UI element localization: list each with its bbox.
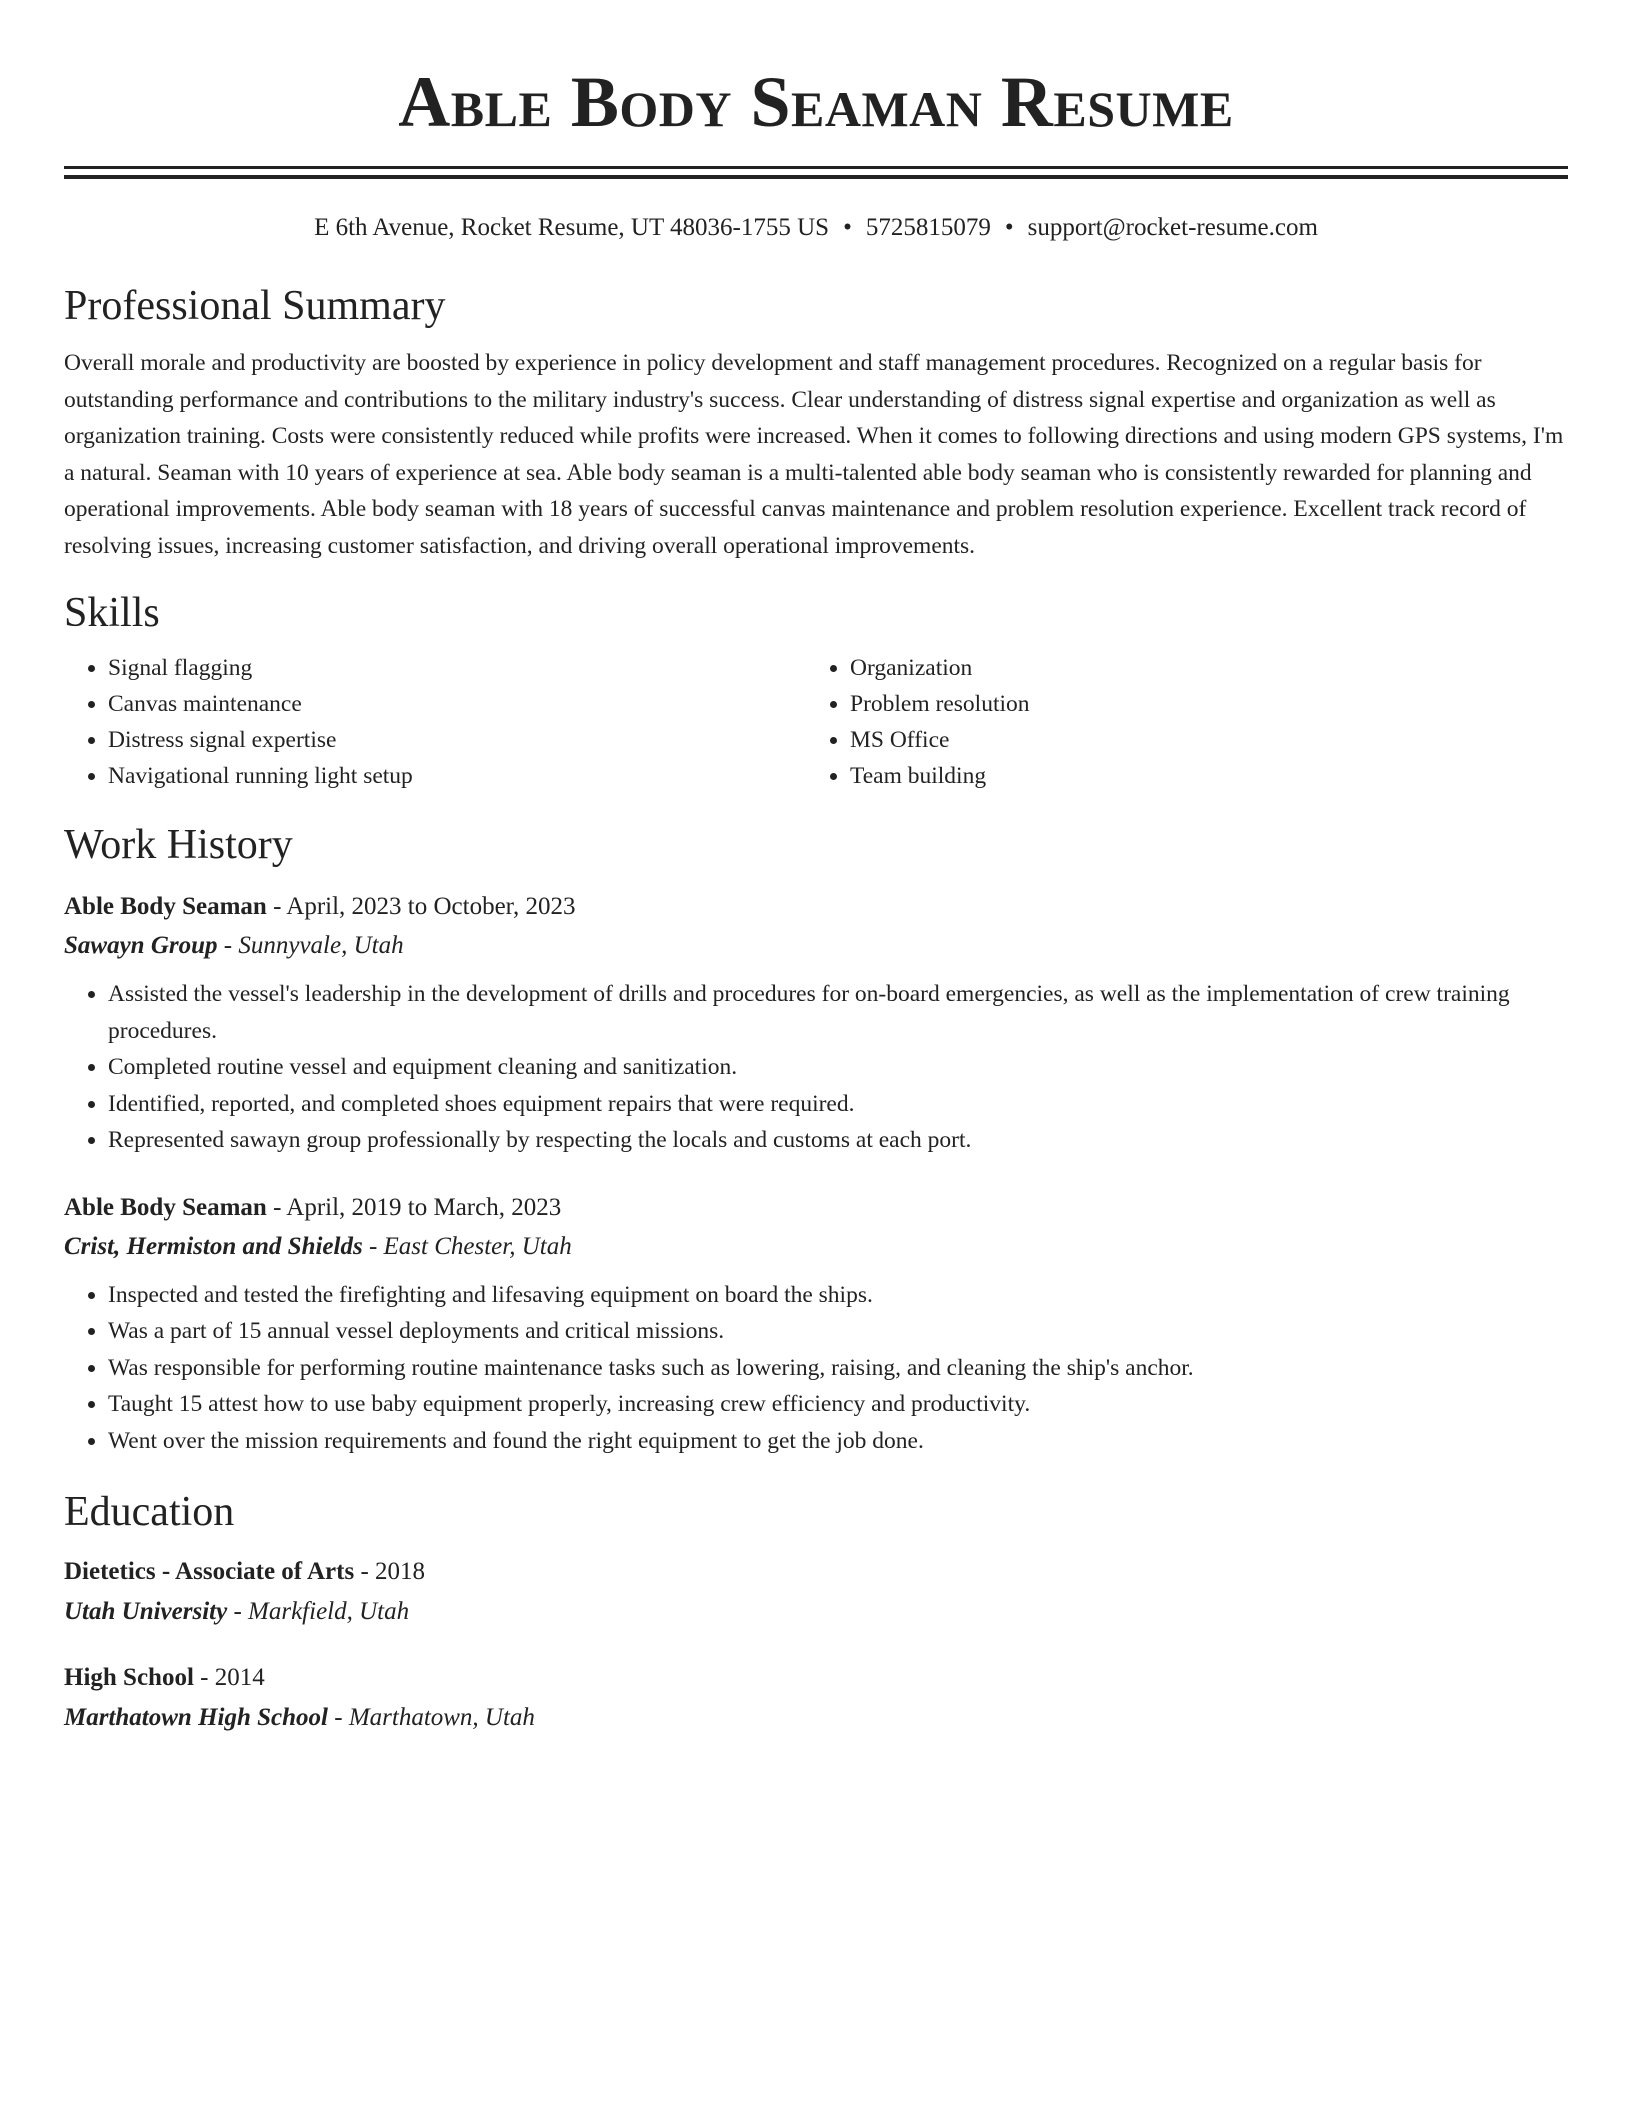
dash: - bbox=[200, 1664, 209, 1691]
contact-line bbox=[64, 213, 1568, 243]
title-divider-top bbox=[64, 166, 1568, 169]
dash: - bbox=[334, 1704, 343, 1731]
dash: - bbox=[273, 893, 282, 920]
skill-item: • Problem resolution bbox=[850, 686, 1548, 722]
education-degree-line bbox=[64, 1659, 1568, 1697]
work-history-section bbox=[64, 820, 1568, 1459]
skills-list-right bbox=[806, 650, 1548, 794]
skills-list-left bbox=[64, 650, 806, 794]
dash: - bbox=[233, 1598, 242, 1625]
job-title-line bbox=[64, 888, 1568, 926]
skill-item: • Team building bbox=[850, 758, 1548, 794]
skills-columns bbox=[64, 650, 1568, 794]
dash: - bbox=[360, 1558, 369, 1585]
job-title: Able Body Seaman bbox=[64, 1193, 267, 1221]
duty-item: • Taught 15 attest how to use baby equipment properly, increasing crew efficiency and productivity. bbox=[108, 1386, 1568, 1423]
education-degree: Dietetics - Associate of Arts bbox=[64, 1558, 355, 1585]
contact-phone: 5725815079 bbox=[865, 214, 991, 241]
skill-item: • Distress signal expertise bbox=[108, 722, 806, 758]
duty-item: • Inspected and tested the firefighting and lifesaving equipment on board the ships. bbox=[108, 1277, 1568, 1314]
work-history-heading: Work History bbox=[64, 822, 293, 868]
job-title: Able Body Seaman bbox=[64, 893, 267, 920]
skills-heading: Skills bbox=[64, 590, 160, 636]
skill-item: • Signal flagging bbox=[108, 650, 806, 686]
job-location: East Chester, Utah bbox=[383, 1232, 572, 1260]
contact-separator: • bbox=[843, 214, 852, 241]
education-entry bbox=[64, 1659, 1568, 1739]
duty-item: • Completed routine vessel and equipment cleaning and sanitization. bbox=[108, 1049, 1568, 1086]
skill-item: • Organization bbox=[850, 650, 1548, 686]
skill-item: • MS Office bbox=[850, 722, 1548, 758]
education-location: Marthatown, Utah bbox=[348, 1704, 535, 1731]
job-company: Sawayn Group bbox=[64, 932, 218, 959]
education-year: 2014 bbox=[214, 1664, 265, 1691]
duty-item: • Was a part of 15 annual vessel deployments and critical missions. bbox=[108, 1313, 1568, 1350]
title-divider-bottom bbox=[64, 175, 1568, 179]
summary-section bbox=[64, 281, 1568, 564]
job-duties-list bbox=[64, 976, 1568, 1159]
job-duties-list bbox=[64, 1277, 1568, 1460]
duty-item: • Represented sawayn group professionally by respecting the locals and customs at each port. bbox=[108, 1122, 1568, 1159]
skill-item: • Canvas maintenance bbox=[108, 686, 806, 722]
job-entry bbox=[64, 1189, 1568, 1460]
education-degree: High School bbox=[64, 1664, 194, 1691]
skills-section bbox=[64, 588, 1568, 794]
contact-separator: • bbox=[1004, 214, 1014, 241]
education-school-line bbox=[64, 1697, 1568, 1739]
education-location: Markfield, Utah bbox=[248, 1598, 410, 1625]
education-school: Marthatown High School bbox=[64, 1704, 328, 1731]
job-title-line bbox=[64, 1189, 1568, 1227]
dash: - bbox=[368, 1232, 378, 1260]
summary-heading: Professional Summary bbox=[64, 283, 446, 329]
job-company-line bbox=[64, 1227, 1568, 1267]
job-dates: April, 2019 to March, 2023 bbox=[286, 1193, 562, 1221]
job-dates: April, 2023 to October, 2023 bbox=[286, 893, 576, 920]
education-school-line bbox=[64, 1591, 1568, 1633]
education-entry bbox=[64, 1553, 1568, 1633]
contact-address: E 6th Avenue, Rocket Resume, UT 48036-1755 US bbox=[314, 214, 830, 241]
page-title: Able Body Seaman Resume bbox=[398, 62, 1234, 142]
job-location: Sunnyvale, Utah bbox=[238, 932, 404, 959]
education-heading: Education bbox=[64, 1489, 235, 1535]
education-school: Utah University bbox=[64, 1598, 228, 1625]
skill-item: • Navigational running light setup bbox=[108, 758, 806, 794]
job-company-line bbox=[64, 926, 1568, 966]
education-section bbox=[64, 1487, 1568, 1739]
duty-item: • Assisted the vessel's leadership in the development of drills and procedures for on-board emergencies, as well as the implementation of crew training procedures. bbox=[108, 976, 1568, 1049]
summary-text: Overall morale and productivity are boosted by experience in policy development and staff management procedures. Recognized on a regular basis for outstanding performance and contributions to the military industry's success. Clear understanding of distress signal expertise and organization as well as organization training. Costs were consistently reduced while profits were increased. When it comes to following directions and using modern GPS systems, I'm a natural. Seaman with 10 years of experience at sea. Able body seaman is a multi-talented able body seaman who is consistently rewarded for planning and operational improvements. Able body seaman with 18 years of successful canvas maintenance and problem resolution experience. Excellent track record of resolving issues, increasing customer satisfaction, and driving overall operational improvements. bbox=[64, 350, 1564, 559]
dash: - bbox=[273, 1193, 282, 1221]
education-year: 2018 bbox=[375, 1558, 426, 1585]
job-company: Crist, Hermiston and Shields bbox=[64, 1232, 363, 1260]
job-entry bbox=[64, 888, 1568, 1159]
duty-item: • Identified, reported, and completed shoes equipment repairs that were required. bbox=[108, 1086, 1568, 1123]
education-degree-line bbox=[64, 1553, 1568, 1591]
duty-item: • Was responsible for performing routine maintenance tasks such as lowering, raising, and cleaning the ship's anchor. bbox=[108, 1350, 1568, 1387]
dash: - bbox=[223, 932, 233, 959]
duty-item: • Went over the mission requirements and found the right equipment to get the job done. bbox=[108, 1423, 1568, 1460]
contact-email: support@rocket-resume.com bbox=[1027, 214, 1318, 241]
